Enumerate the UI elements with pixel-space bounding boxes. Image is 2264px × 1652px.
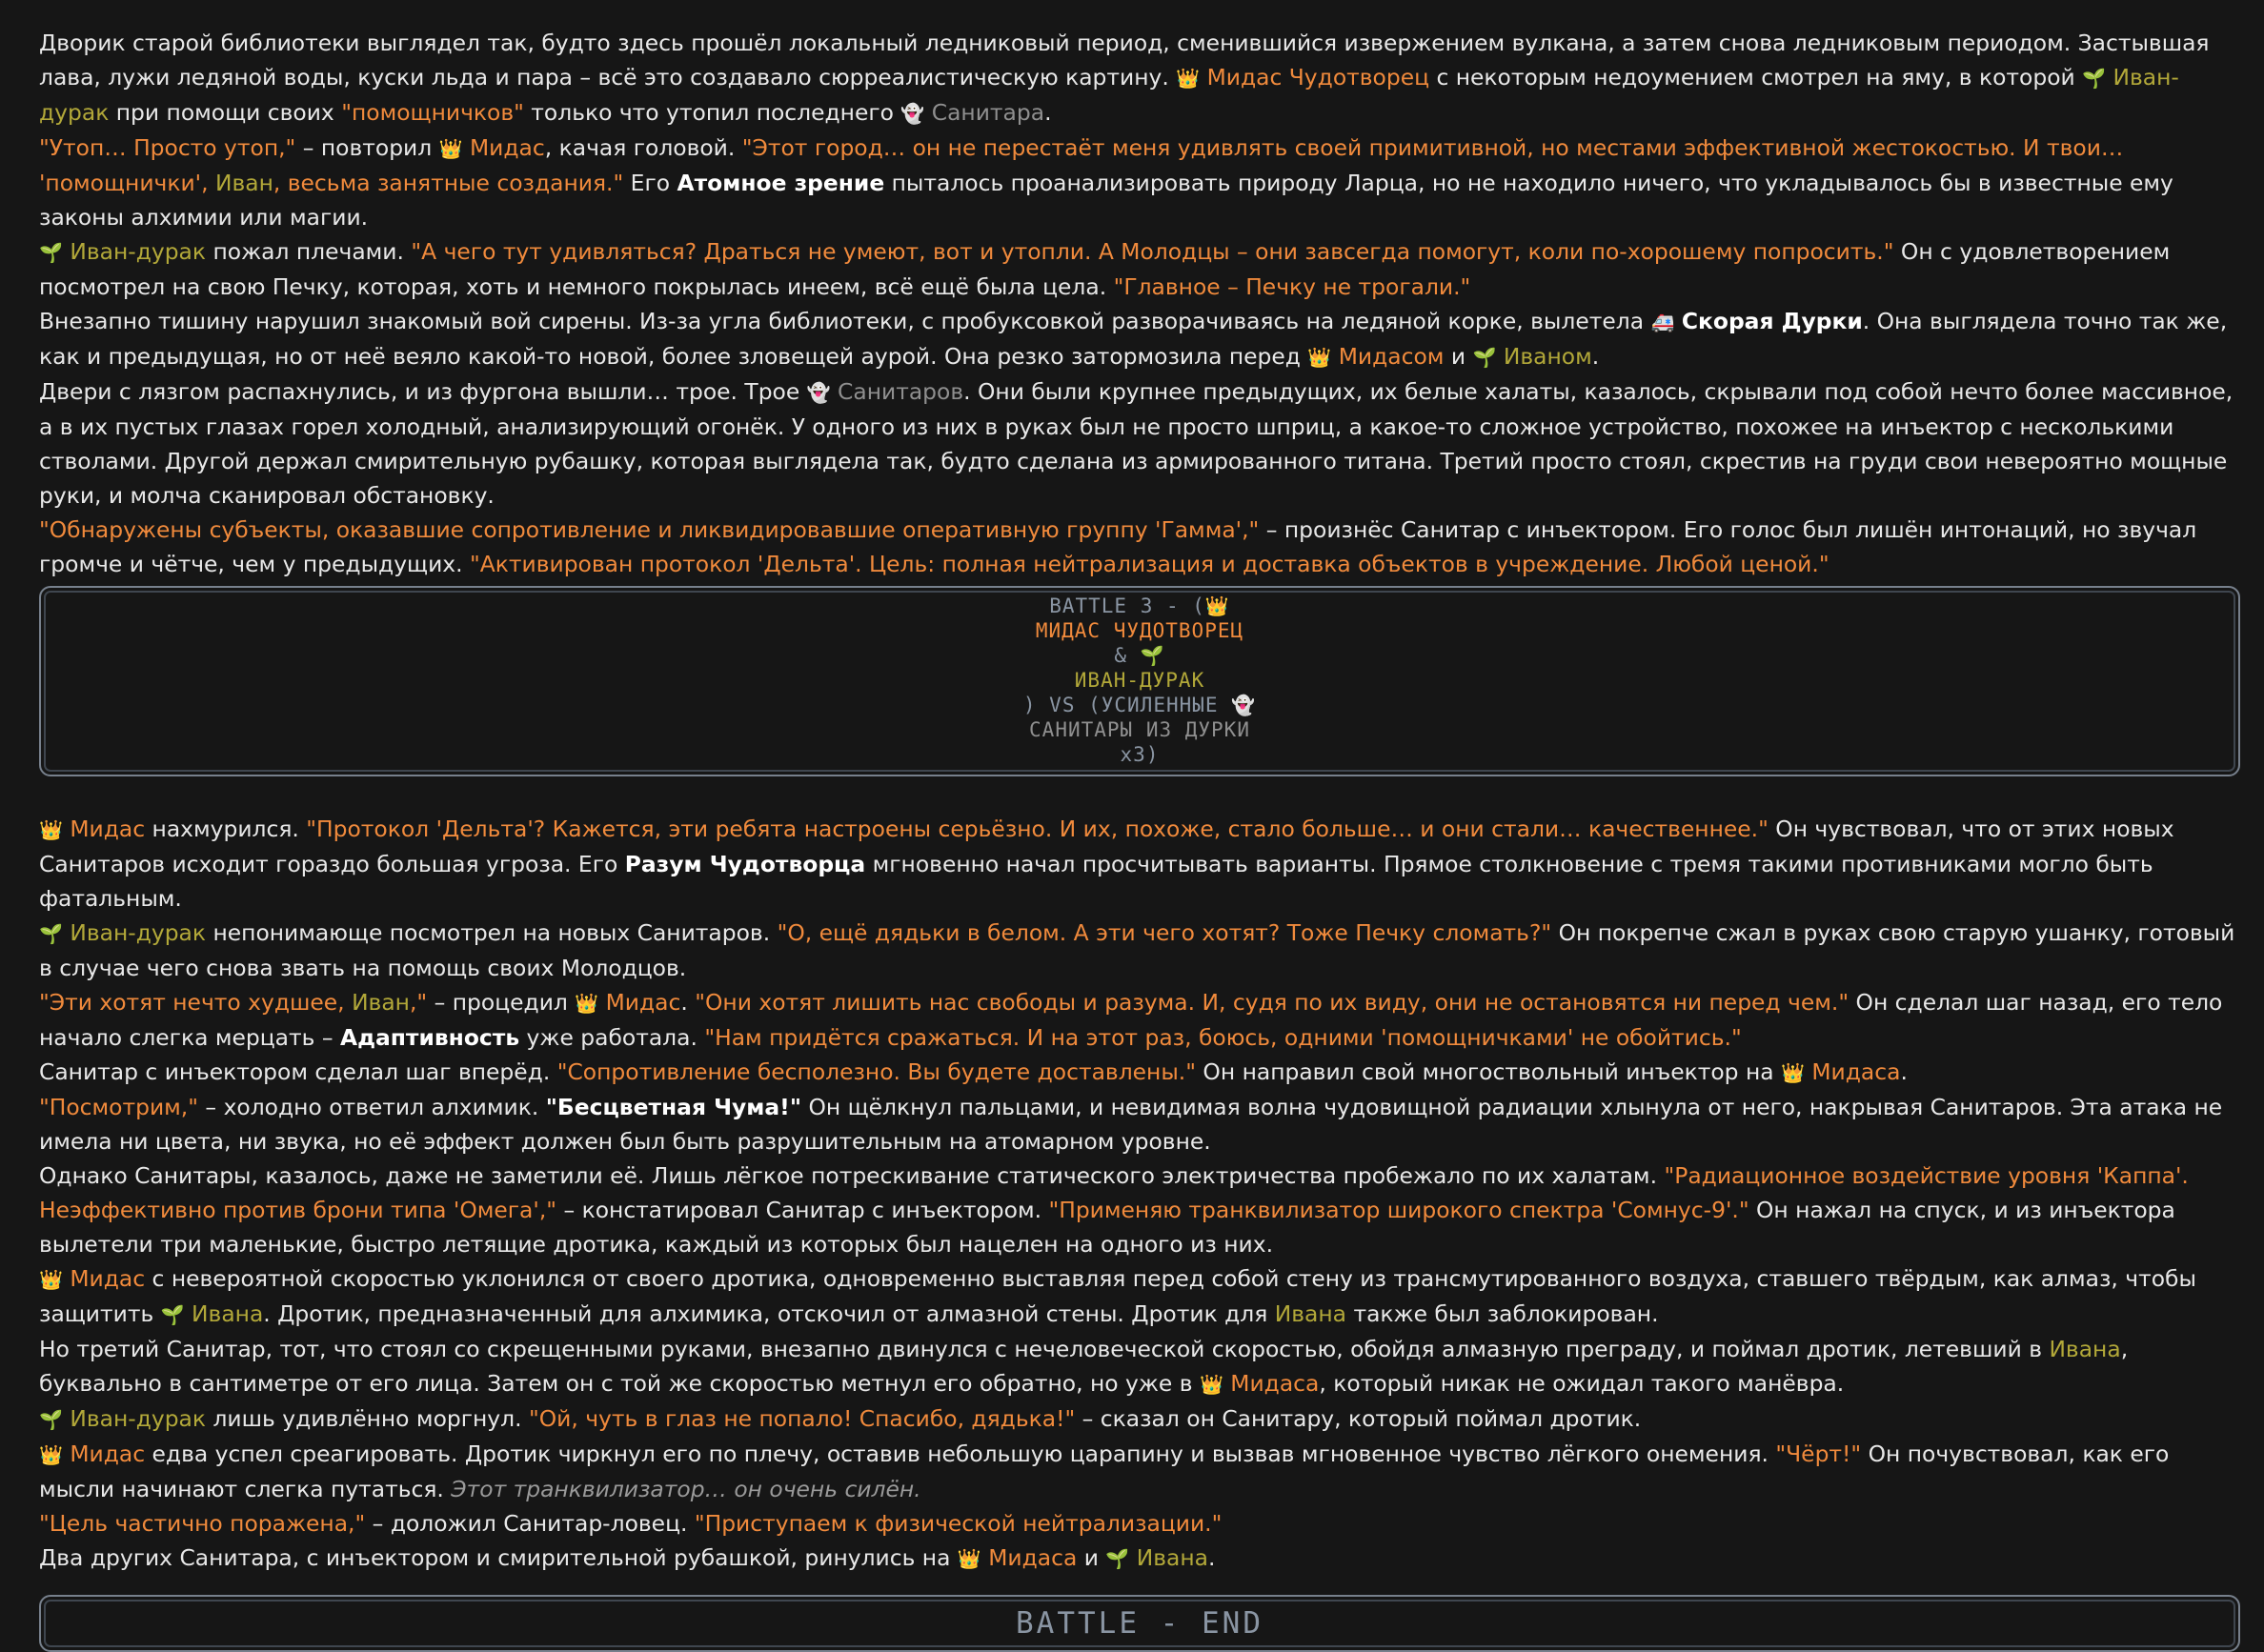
speech: "Ой, чуть в глаз не попало! Спасибо, дядька!" (528, 1405, 1076, 1432)
speech: "Посмотрим," (39, 1094, 198, 1120)
character-midas: Мидаса (988, 1544, 1078, 1571)
battle-fighter-ivan: ИВАН-ДУРАК (1074, 669, 1205, 692)
ability-name: "Бесцветная Чума!" (545, 1094, 802, 1120)
character-ivan: Иван (352, 989, 410, 1016)
character-midas: Мидаса (1811, 1058, 1901, 1085)
character-sanitar: Санитара (931, 99, 1045, 126)
character-midas: Мидас (605, 989, 681, 1016)
paragraph: Внезапно тишину нарушил знакомый вой сирены. Из-за угла библиотеки, с пробуксовкой разворачиваясь на ледяной корке, вылетела 🚑 Скорая Дурки. Она выглядела точно так же, как и предыдущая, но от неё веяло какой-то новой, более зловещей аурой. Она резко затормозила перед 👑 Мидасом и 🌱 Иваном. (39, 308, 2228, 370)
character-ivan: Ивана (2049, 1336, 2121, 1362)
battle-fighter-midas: МИДАС ЧУДОТВОРЕЦ (1035, 619, 1244, 642)
character-midas: Мидас (70, 1265, 146, 1292)
speech: "Протокол 'Дельта'? Кажется, эти ребята настроены серьёзно. И их, похоже, стало больше… и они стали… качественнее." (306, 816, 1769, 842)
paragraph: "Посмотрим," – холодно ответил алхимик. "Бесцветная Чума!" Он щёлкнул пальцами, и невидимая волна чудовищной радиации хлынула от него, накрывая Санитаров. Эта атака не имела ни цвета, ни звука, но её эффект должен был быть разрушительным на атомарном уровне. (39, 1094, 2223, 1155)
inner-thought: Этот транквилизатор… он очень силён. (451, 1476, 921, 1502)
paragraph: Дворик старой библиотеки выглядел так, будто здесь прошёл локальный ледниковый период, сменившийся извержением вулкана, а затем снова ледниковым периодом. Застывшая лава, лужи ледяной воды, куски льда и пара – всё это создавало сюрреалистическую картину. 👑 Мидас Чудотворец с некоторым недоумением смотрел на яму, в которой 🌱 Иван-дурак при помощи своих "помощничков" только что утопил последнего 👻 Санитара. (39, 30, 2210, 126)
speech: "Чёрт!" (1775, 1440, 1862, 1467)
ambulance-icon: 🚑 (1650, 311, 1675, 333)
speech: ," (409, 989, 428, 1016)
crown-icon: 👑 (39, 1443, 63, 1466)
battle-start-banner: BATTLE 3 - (👑 МИДАС ЧУДОТВОРЕЦ & 🌱 ИВАН-ДУРАК ) VS (УСИЛЕННЫЕ 👻 САНИТАРЫ ИЗ ДУРКИ x3) (39, 586, 2240, 776)
character-ivan: Ивана (1136, 1544, 1208, 1571)
paragraph: "Цель частично поражена," – доложил Санитар-ловец. "Приступаем к физической нейтрализации." (39, 1510, 1223, 1537)
paragraph: 🌱 Иван-дурак непонимающе посмотрел на новых Санитаров. "О, ещё дядьки в белом. А эти чего хотят? Тоже Печку сломать?" Он покрепче сжал в руках свою старую ушанку, готовый в случае чего снова звать на помощь своих Молодцов. (39, 919, 2235, 981)
speech: "Эти хотят нечто худшее, (39, 989, 353, 1016)
character-midas: Мидас (70, 1440, 146, 1467)
sprout-icon: 🌱 (1140, 644, 1165, 667)
paragraph: 🌱 Иван-дурак пожал плечами. "А чего тут удивляться? Драться не умеют, вот и утопли. А Молодцы – они завсегда помогут, коли по-хорошему попросить." Он с удовлетворением посмотрел на свою Печку, которая, хоть и немного покрылась инеем, всё ещё была цела. "Главное – Печку не трогали." (39, 238, 2171, 300)
character-ivan: Иван-дурак (70, 238, 207, 265)
paragraph: Однако Санитары, казалось, даже не заметили её. Лишь лёгкое потрескивание статического электричества пробежало по их халатам. "Радиационное воздействие уровня 'Каппа'. Неэффективно против брони типа 'Омега'," – констатировал Санитар с инъектором. "Применяю транквилизатор широкого спектра 'Сомнус-9'." Он нажал на спуск, и из инъектора вылетели три маленькие, быстро летящие дротика, каждый из которых был нацелен на одного из них. (39, 1162, 2189, 1258)
paragraph: "Обнаружены субъекты, оказавшие сопротивление и ликвидировавшие оперативную группу 'Гамма'," – произнёс Санитар с инъектором. Его голос был лишён интонаций, но звучал громче и чётче, чем у предыдущих. "Активирован протокол 'Дельта'. Цель: полная нейтрализация и доставка объектов в учреждение. Любой ценой." (39, 516, 2197, 577)
character-midas: Мидас (70, 816, 146, 842)
crown-icon: 👑 (1781, 1061, 1805, 1084)
battle-enemy-count: x3) (1120, 743, 1160, 766)
battle-end-banner: BATTLE - END (39, 1595, 2240, 1652)
speech: "Приступаем к физической нейтрализации." (694, 1510, 1223, 1537)
character-ivan: Иван-дурак (70, 919, 207, 946)
ability-name: Атомное зрение (677, 170, 885, 196)
character-ivan: Иван (214, 170, 273, 196)
paragraph: Два других Санитара, с инъектором и смирительной рубашкой, ринулись на 👑 Мидаса и 🌱 Ивана. (39, 1544, 1216, 1571)
paragraph: 🌱 Иван-дурак лишь удивлённо моргнул. "Ой, чуть в глаз не попало! Спасибо, дядька!" – сказал он Санитару, который поймал дротик. (39, 1405, 1642, 1432)
paragraph: 👑 Мидас едва успел среагировать. Дротик чиркнул его по плечу, оставив небольшую царапину и вызвав мгновенное чувство лёгкого онемения. "Чёрт!" Он почувствовал, как его мысли начинают слегка путаться. Этот транквилизатор… он очень силён. (39, 1440, 2170, 1502)
character-ivan: Иван-дурак (70, 1405, 207, 1432)
speech: "Цель частично поражена," (39, 1510, 366, 1537)
paragraph: "Утоп… Просто утоп," – повторил 👑 Мидас, качая головой. "Этот город… он не перестаёт меня удивлять своей примитивной, но местами эффективной жестокостью. И твои… 'помощнички', Иван, весьма занятные создания." Его Атомное зрение пыталось проанализировать природу Ларца, но не находило ничего, что укладывалось бы в известные ему законы алхимии или магии. (39, 134, 2173, 231)
character-ivan: Иван-дурак (39, 64, 2179, 126)
speech: "Этот город… он не перестаёт меня удивлять своей примитивной, но местами эффективной жестокостью. И твои… 'помощнички', (39, 134, 2124, 196)
helpers-term: "помощничков" (341, 99, 524, 126)
crown-icon: 👑 (1199, 1373, 1223, 1396)
ambulance-name: Скорая Дурки (1681, 308, 1863, 334)
character-midas: Мидас Чудотворец (1206, 64, 1430, 91)
story-log (39, 26, 2240, 1652)
speech: "Нам придётся сражаться. И на этот раз, боюсь, одними 'помощничками' не обойтись." (704, 1024, 1742, 1051)
speech: "Обнаружены субъекты, оказавшие сопротивление и ликвидировавшие оперативную группу 'Гамма'," (39, 516, 1260, 543)
ability-name: Разум Чудотворца (624, 851, 866, 877)
speech: , весьма занятные создания." (273, 170, 624, 196)
speech: "Применяю транквилизатор широкого спектра 'Сомнус-9'." (1048, 1197, 1749, 1223)
speech: "А чего тут удивляться? Драться не умеют, вот и утопли. А Молодцы – они завсегда помогут, коли по-хорошему попросить." (411, 238, 1894, 265)
crown-icon: 👑 (1204, 594, 1230, 617)
sprout-icon: 🌱 (39, 922, 63, 945)
crown-icon: 👑 (1176, 67, 1201, 90)
ability-name: Адаптивность (339, 1024, 520, 1051)
ghost-icon: 👻 (900, 102, 925, 125)
speech: "Активирован протокол 'Дельта'. Цель: полная нейтрализация и доставка объектов в учреждение. Любой ценой." (470, 551, 1829, 577)
speech: "О, ещё дядьки в белом. А эти чего хотят? Тоже Печку сломать?" (777, 919, 1552, 946)
crown-icon: 👑 (575, 992, 599, 1015)
paragraph: 👑 Мидас с невероятной скоростью уклонился от своего дротика, одновременно выставляя перед собой стену из трансмутированного воздуха, ставшего твёрдым, как алмаз, чтобы защитить 🌱 Ивана. Дротик, предназначенный для алхимика, отскочил от алмазной стены. Дротик для Ивана также был заблокирован. (39, 1265, 2196, 1327)
paragraph: Но третий Санитар, тот, что стоял со скрещенными руками, внезапно двинулся с нечеловеческой скоростью, обойдя алмазную преграду, и поймал дротик, летевший в Ивана, буквально в сантиметре от его лица. Затем он с той же скоростью метнул его обратно, но уже в 👑 Мидаса, который никак не ожидал такого манёвра. (39, 1336, 2129, 1397)
character-sanitar: Санитаров (838, 378, 964, 405)
speech: "Утоп… Просто утоп," (39, 134, 296, 161)
crown-icon: 👑 (39, 818, 63, 841)
speech: "Они хотят лишить нас свободы и разума. И, судя по их виду, они не остановятся ни перед чем." (695, 989, 1850, 1016)
battle-enemy-sanitars: САНИТАРЫ ИЗ ДУРКИ (1029, 718, 1250, 741)
character-ivan: Ивана (192, 1300, 264, 1327)
sprout-icon: 🌱 (1472, 346, 1497, 369)
character-ivan: Ивана (1274, 1300, 1347, 1327)
crown-icon: 👑 (438, 137, 463, 160)
speech: "Радиационное воздействие уровня 'Каппа'. Неэффективно против брони типа 'Омега'," (39, 1162, 2189, 1223)
paragraph: Санитар с инъектором сделал шаг вперёд. "Сопротивление бесполезно. Вы будете доставлены." Он направил свой многоствольный инъектор на 👑 Мидаса. (39, 1058, 1908, 1085)
speech: "Сопротивление бесполезно. Вы будете доставлены." (556, 1058, 1196, 1085)
crown-icon: 👑 (39, 1268, 63, 1291)
sprout-icon: 🌱 (39, 241, 63, 264)
battle-title: BATTLE 3 - ( (1049, 594, 1205, 617)
sprout-icon: 🌱 (2082, 67, 2107, 90)
paragraph: 👑 Мидас нахмурился. "Протокол 'Дельта'? Кажется, эти ребята настроены серьёзно. И их, похоже, стало больше… и они стали… качественнее." Он чувствовал, что от этих новых Санитаров исходит гораздо большая угроза. Его Разум Чудотворца мгновенно начал просчитывать варианты. Прямое столкновение с тремя такими противниками могло быть фатальным. (39, 816, 2174, 912)
character-ivan: Иваном (1503, 343, 1592, 370)
ghost-icon: 👻 (1231, 694, 1257, 716)
speech: "Главное – Печку не трогали." (1113, 273, 1471, 300)
sprout-icon: 🌱 (1105, 1547, 1130, 1570)
character-midas: Мидаса (1230, 1370, 1320, 1397)
crown-icon: 👑 (1307, 346, 1332, 369)
character-midas: Мидасом (1338, 343, 1445, 370)
sprout-icon: 🌱 (39, 1408, 63, 1431)
paragraph: "Эти хотят нечто худшее, Иван," – процедил 👑 Мидас. "Они хотят лишить нас свободы и разума. И, судя по их виду, они не остановятся ни перед чем." Он сделал шаг назад, его тело начало слегка мерцать – Адаптивность уже работала. "Нам придётся сражаться. И на этот раз, боюсь, одними 'помощничками' не обойтись." (39, 989, 2223, 1051)
paragraph: Двери с лязгом распахнулись, и из фургона вышли… трое. Трое 👻 Санитаров. Они были крупнее предыдущих, их белые халаты, казалось, скрывали под собой нечто более массивное, а в их пустых глазах горел холодный, анализирующий огонёк. У одного из них в руках был не просто шприц, а какое-то сложное устройство, похожее на инъектор с несколькими стволами. Другой держал смирительную рубашку, которая выглядела так, будто сделана из армированного титана. Третий просто стоял, скрестив на груди свои невероятно мощные руки, и молча сканировал обстановку. (39, 378, 2234, 509)
crown-icon: 👑 (957, 1547, 981, 1570)
character-midas: Мидас (469, 134, 545, 161)
sprout-icon: 🌱 (160, 1303, 185, 1326)
ghost-icon: 👻 (806, 381, 831, 404)
